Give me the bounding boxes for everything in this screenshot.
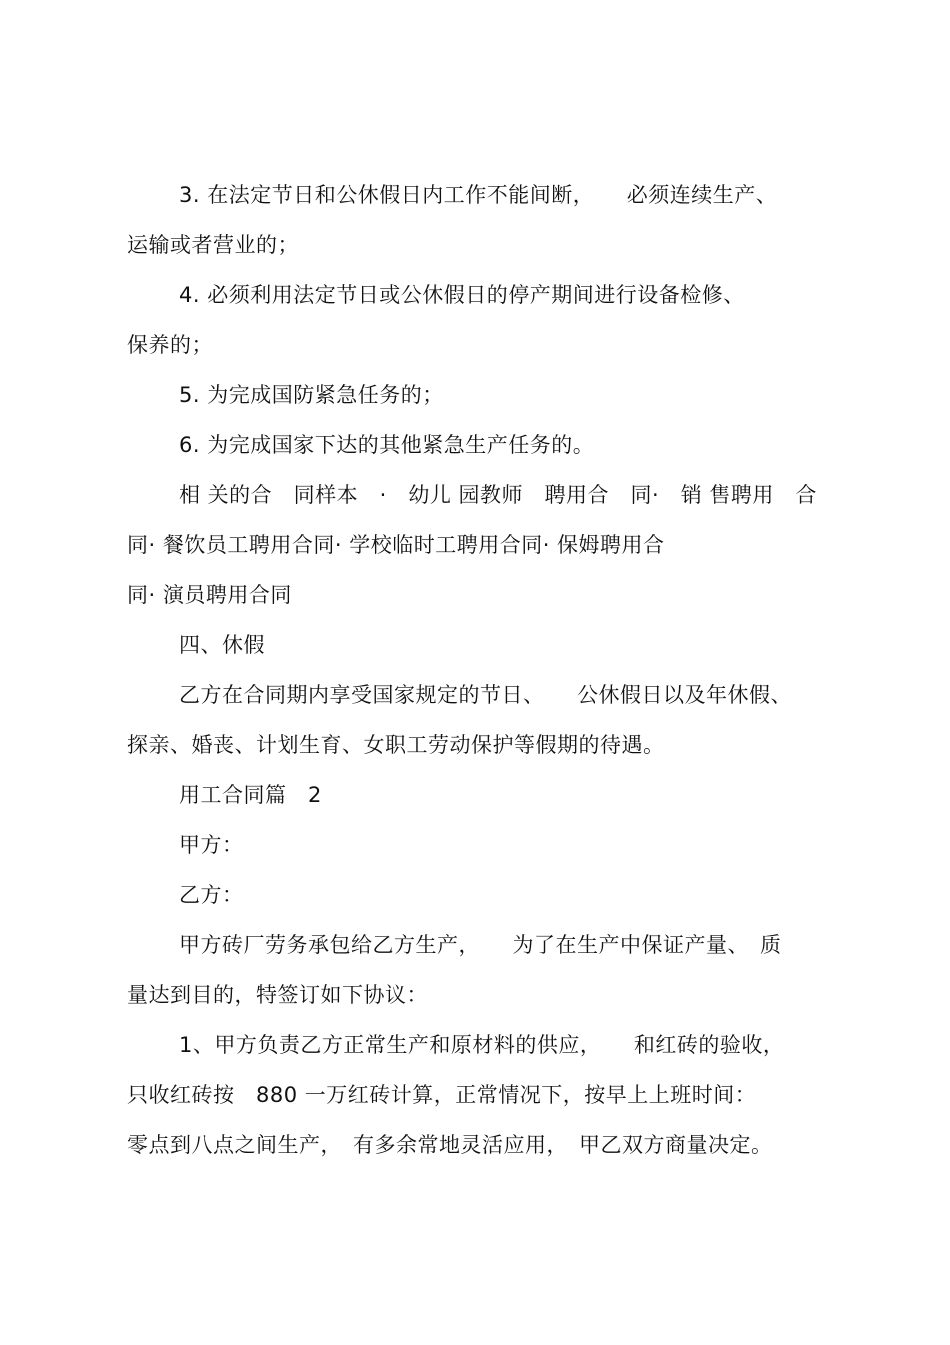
party-b-label: 乙方：: [179, 883, 244, 907]
paragraph-line-13: 零点到八点之间生产， 有多余常地灵活应用， 甲乙双方商量决定。: [127, 1133, 773, 1157]
paragraph-line-11: 1、甲方负责乙方正常生产和原材料的供应， 和红砖的验收，: [179, 1033, 785, 1057]
paragraph-line-8: 探亲、婚丧、计划生育、女职工劳动保护等假期的待遇。: [127, 733, 665, 757]
paragraph-line-5: 5. 为完成国防紧急任务的；: [179, 383, 444, 407]
section-heading: 四、休假: [179, 633, 265, 657]
paragraph-line-12: 只收红砖按 880 一万红砖计算，正常情况下，按早上上班时间：: [127, 1083, 757, 1107]
related-links-line-2: 同· 餐饮员工聘用合同· 学校临时工聘用合同· 保姆聘用合: [127, 533, 665, 557]
party-a-label: 甲方：: [179, 833, 244, 857]
paragraph-line-10: 量达到目的，特签订如下协议：: [127, 983, 428, 1007]
paragraph-line-1: 3. 在法定节日和公休假日内工作不能间断， 必须连续生产、: [179, 183, 778, 207]
paragraph-line-4: 保养的；: [127, 333, 213, 357]
paragraph-line-7: 乙方在合同期内享受国家规定的节日、 公休假日以及年休假、: [179, 683, 792, 707]
paragraph-line-9: 甲方砖厂劳务承包给乙方生产， 为了在生产中保证产量、 质: [179, 933, 782, 957]
contract-title: 用工合同篇 2: [179, 783, 322, 807]
paragraph-line-2: 运输或者营业的；: [127, 233, 299, 257]
related-links-line-1: 相 关的合 同样本 · 幼儿 园教师 聘用合 同· 销 售聘用 合: [179, 483, 817, 507]
paragraph-line-3: 4. 必须利用法定节日或公休假日的停产期间进行设备检修、: [179, 283, 745, 307]
paragraph-line-6: 6. 为完成国家下达的其他紧急生产任务的。: [179, 433, 595, 457]
related-links-line-3: 同· 演员聘用合同: [127, 583, 292, 607]
